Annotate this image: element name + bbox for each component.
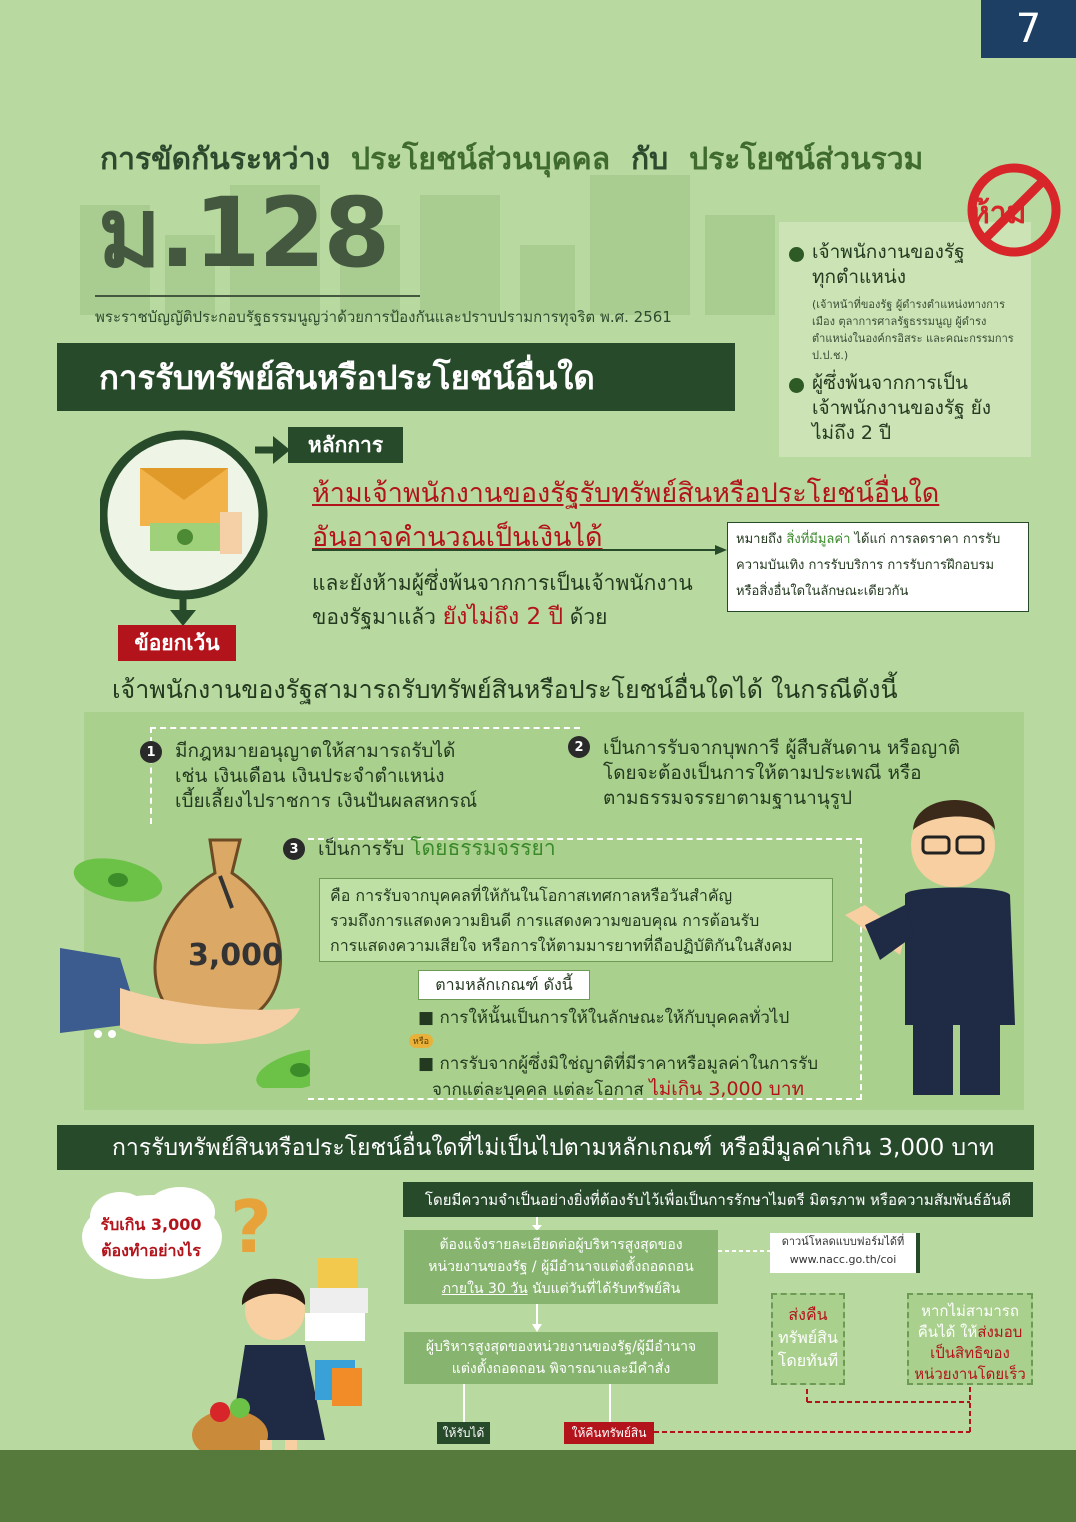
- case-title-highlight: โดยธรรมจรรยา: [410, 836, 556, 860]
- step-decision: [404, 1332, 718, 1384]
- headline-part: กับ: [630, 142, 669, 177]
- exception-lead: เจ้าพนักงานของรัฐสามารถรับทรัพย์สินหรือประโยชน์อื่นใดได้ ในกรณีดังนี้: [112, 675, 898, 704]
- definition-line: คือ การรับจากบุคคลที่ให้กันในโอกาสเทศกาลหรือวันสำคัญ: [330, 886, 733, 905]
- headline: [100, 136, 923, 183]
- handover-line: หากไม่สามารถ: [921, 1302, 1019, 1320]
- return-highlight: ส่งคืน: [788, 1305, 828, 1324]
- prohibited-item-note: (เจ้าหน้าที่ของรัฐ ผู้ดำรงตำแหน่งทางการเมือง ตุลาการศาลรัฐธรรมนูญ ผู้ดำรงตำแหน่งในองค์กรอิสระ และคณะกรรมการ ป.ป.ช.): [812, 298, 1014, 362]
- page-number: 7: [981, 0, 1076, 58]
- definition-box: [319, 878, 833, 962]
- svg-text:?: ?: [230, 1185, 272, 1269]
- bullet: [789, 247, 804, 262]
- criteria-text: การรับจากผู้ซึ่งมิใช่ญาติที่มีราคาหรือมูลค่าในการรับ: [439, 1054, 818, 1074]
- case-number: 1: [140, 741, 162, 763]
- case-line: เบี้ยเลี้ยงไปราชการ เงินปันผลสหกรณ์: [175, 790, 478, 812]
- officer-illustration: [845, 785, 1025, 1105]
- criteria-item: ■ การรับจากผู้ซึ่งมิใช่ญาติที่มีราคาหรือมูลค่าในการรับ: [418, 1054, 818, 1074]
- case-line: โดยจะต้องเป็นการให้ตามประเพณี หรือ: [603, 762, 922, 784]
- principle-text: อันอาจคำนวณเป็นเงินได้: [312, 522, 603, 553]
- download-box: [770, 1233, 920, 1273]
- prohibition-sign-text: ห้าม: [970, 196, 1027, 231]
- download-url[interactable]: www.nacc.go.th/coi: [789, 1253, 897, 1266]
- criteria-item: ■ การให้นั้นเป็นการให้ในลักษณะให้กับบุคคลทั่วไป: [418, 1008, 790, 1028]
- necessity-condition: โดยมีความจำเป็นอย่างยิ่งที่ต้องรับไว้เพื่อเป็นการรักษาไมตรี มิตรภาพ หรือความสัมพันธ์อันดี: [403, 1182, 1033, 1217]
- handover-highlight: ส่งมอบ: [977, 1323, 1023, 1341]
- return-immediately-box: [771, 1293, 845, 1385]
- bullet: [789, 378, 804, 393]
- case-title: มีกฎหมายอนุญาตให้สามารถรับได้: [175, 740, 456, 762]
- principle-text: รับทรัพย์สินหรือประโยชน์อื่นใด: [579, 478, 940, 509]
- act-name: พระราชบัญญัติประกอบรัฐธรรมนูญว่าด้วยการป้องกันและปราบปรามการทุจริต พ.ศ. 2561: [95, 308, 672, 326]
- principle-text: ด้วย: [569, 605, 608, 629]
- principle-text: และยังห้ามผู้ซึ่งพ้นจากการเป็นเจ้าพนักงาน: [312, 571, 693, 595]
- exception-tag: ข้อยกเว้น: [118, 625, 236, 661]
- step-line: แต่งตั้งถอดถอน พิจารณาและมีคำสั่ง: [451, 1361, 671, 1377]
- criteria-tag: ตามหลักเกณฑ์ ดังนี้: [418, 970, 590, 1000]
- meaning-box: [727, 522, 1029, 612]
- meaning-text: หมายถึง: [736, 532, 783, 547]
- criteria-text: จากแต่ละบุคคล แต่ละโอกาส: [432, 1080, 644, 1100]
- headline-private-interest: ประโยชน์ส่วนบุคคล: [351, 142, 611, 177]
- arrow-right-icon: [255, 430, 290, 470]
- return-line: ทรัพย์สิน: [778, 1328, 838, 1347]
- topic-bar: การรับทรัพย์สินหรือประโยชน์อื่นใด: [57, 343, 735, 411]
- cloud-line: ต้องทำอย่างไร: [101, 1241, 201, 1260]
- step-line: ต้องแจ้งรายละเอียดต่อผู้บริหารสูงสุดของ: [439, 1237, 683, 1253]
- non-compliant-headline: การรับทรัพย์สินหรือประโยชน์อื่นใดที่ไม่เป็นไปตามหลักเกณฑ์ หรือมีมูลค่าเกิน 3,000 บาท: [57, 1125, 1034, 1170]
- meaning-highlight: สิ่งที่มีมูลค่า: [786, 532, 851, 547]
- handover-line: คืนได้ ให้: [917, 1323, 978, 1341]
- arrow-down-icon: [530, 1217, 544, 1231]
- prohibited-item-title: ผู้ซึ่งพ้นจากการเป็น เจ้าพนักงานของรัฐ ยังไม่ถึง 2 ปี: [812, 372, 992, 444]
- cloud-line: รับเกิน 3,000: [100, 1215, 202, 1234]
- case-number: 3: [283, 838, 305, 860]
- or-badge: หรือ: [409, 1034, 433, 1048]
- download-label: ดาวน์โหลดแบบฟอร์มได้ที่: [781, 1235, 905, 1248]
- headline-public-interest: ประโยชน์ส่วนรวม: [689, 142, 924, 177]
- principle-tag: หลักการ: [288, 427, 403, 463]
- criteria-item: [432, 1077, 804, 1103]
- definition-line: การแสดงความเสียใจ หรือการให้ตามมารยาทที่ถือปฏิบัติกันในสังคม: [330, 936, 793, 955]
- step-line: ผู้บริหารสูงสุดของหน่วยงานของรัฐ/ผู้มีอำนาจ: [425, 1339, 697, 1355]
- divider: [95, 295, 420, 297]
- step-notify: [404, 1230, 718, 1304]
- headline-part: การขัดกันระหว่าง: [100, 142, 331, 177]
- case-number: 2: [568, 736, 590, 758]
- criteria-text: การให้นั้นเป็นการให้ในลักษณะให้กับบุคคลทั่วไป: [439, 1008, 790, 1028]
- criteria-highlight: ไม่เกิน 3,000 บาท: [649, 1078, 805, 1100]
- case-title-part: เป็นการรับ: [318, 838, 405, 860]
- principle-highlight: ยังไม่ถึง 2 ปี: [442, 604, 564, 630]
- handover-highlight: หน่วยงานโดยเร็ว: [914, 1365, 1026, 1383]
- section-number: ม.128: [98, 177, 389, 289]
- allow-label: ให้รับได้: [437, 1422, 490, 1444]
- step-line: หน่วยงานของรัฐ / ผู้มีอำนาจแต่งตั้งถอดถอน: [428, 1259, 694, 1275]
- handover-box: [907, 1293, 1033, 1385]
- case-title: [318, 836, 556, 862]
- step-deadline: ภายใน 30 วัน: [441, 1281, 528, 1297]
- return-label: ให้คืนทรัพย์สิน: [564, 1422, 654, 1444]
- principle-text: ห้ามเจ้าพนักงานของรัฐ: [312, 478, 580, 509]
- meaning-text: ได้แก่ การลดราคา การรับความบันเทิง การรับบริการ การรับการฝึกอบรม หรือสิ่งอื่นใดในลักษณะเดียวกัน: [736, 532, 1001, 599]
- principle-secondary: [312, 566, 693, 634]
- case-line: ตามธรรมจรรยาตามฐานานุรูป: [603, 787, 853, 809]
- principle-text: ของรัฐมาแล้ว: [312, 605, 436, 629]
- arrow-right-icon: [312, 542, 727, 558]
- case-line: เช่น เงินเดือน เงินประจำตำแหน่ง: [175, 765, 445, 787]
- return-line: โดยทันที: [777, 1351, 839, 1370]
- arrow-down-icon: [530, 1304, 544, 1332]
- case-title: เป็นการรับจากบุพการี ผู้สืบสันดาน หรือญาติ: [603, 737, 961, 759]
- definition-line: รวมถึงการแสดงความยินดี การแสดงความขอบคุณ การต้อนรับ: [330, 911, 760, 930]
- bag-amount: 3,000: [188, 938, 283, 973]
- ground-strip: [0, 1450, 1076, 1522]
- dashed-connector: [718, 1246, 772, 1256]
- handover-highlight: เป็นสิทธิของ: [930, 1344, 1010, 1362]
- step-line: นับแต่วันที่ได้รับทรัพย์สิน: [532, 1281, 681, 1297]
- prohibited-item-title: เจ้าพนักงานของรัฐ ทุกตำแหน่ง: [812, 241, 965, 288]
